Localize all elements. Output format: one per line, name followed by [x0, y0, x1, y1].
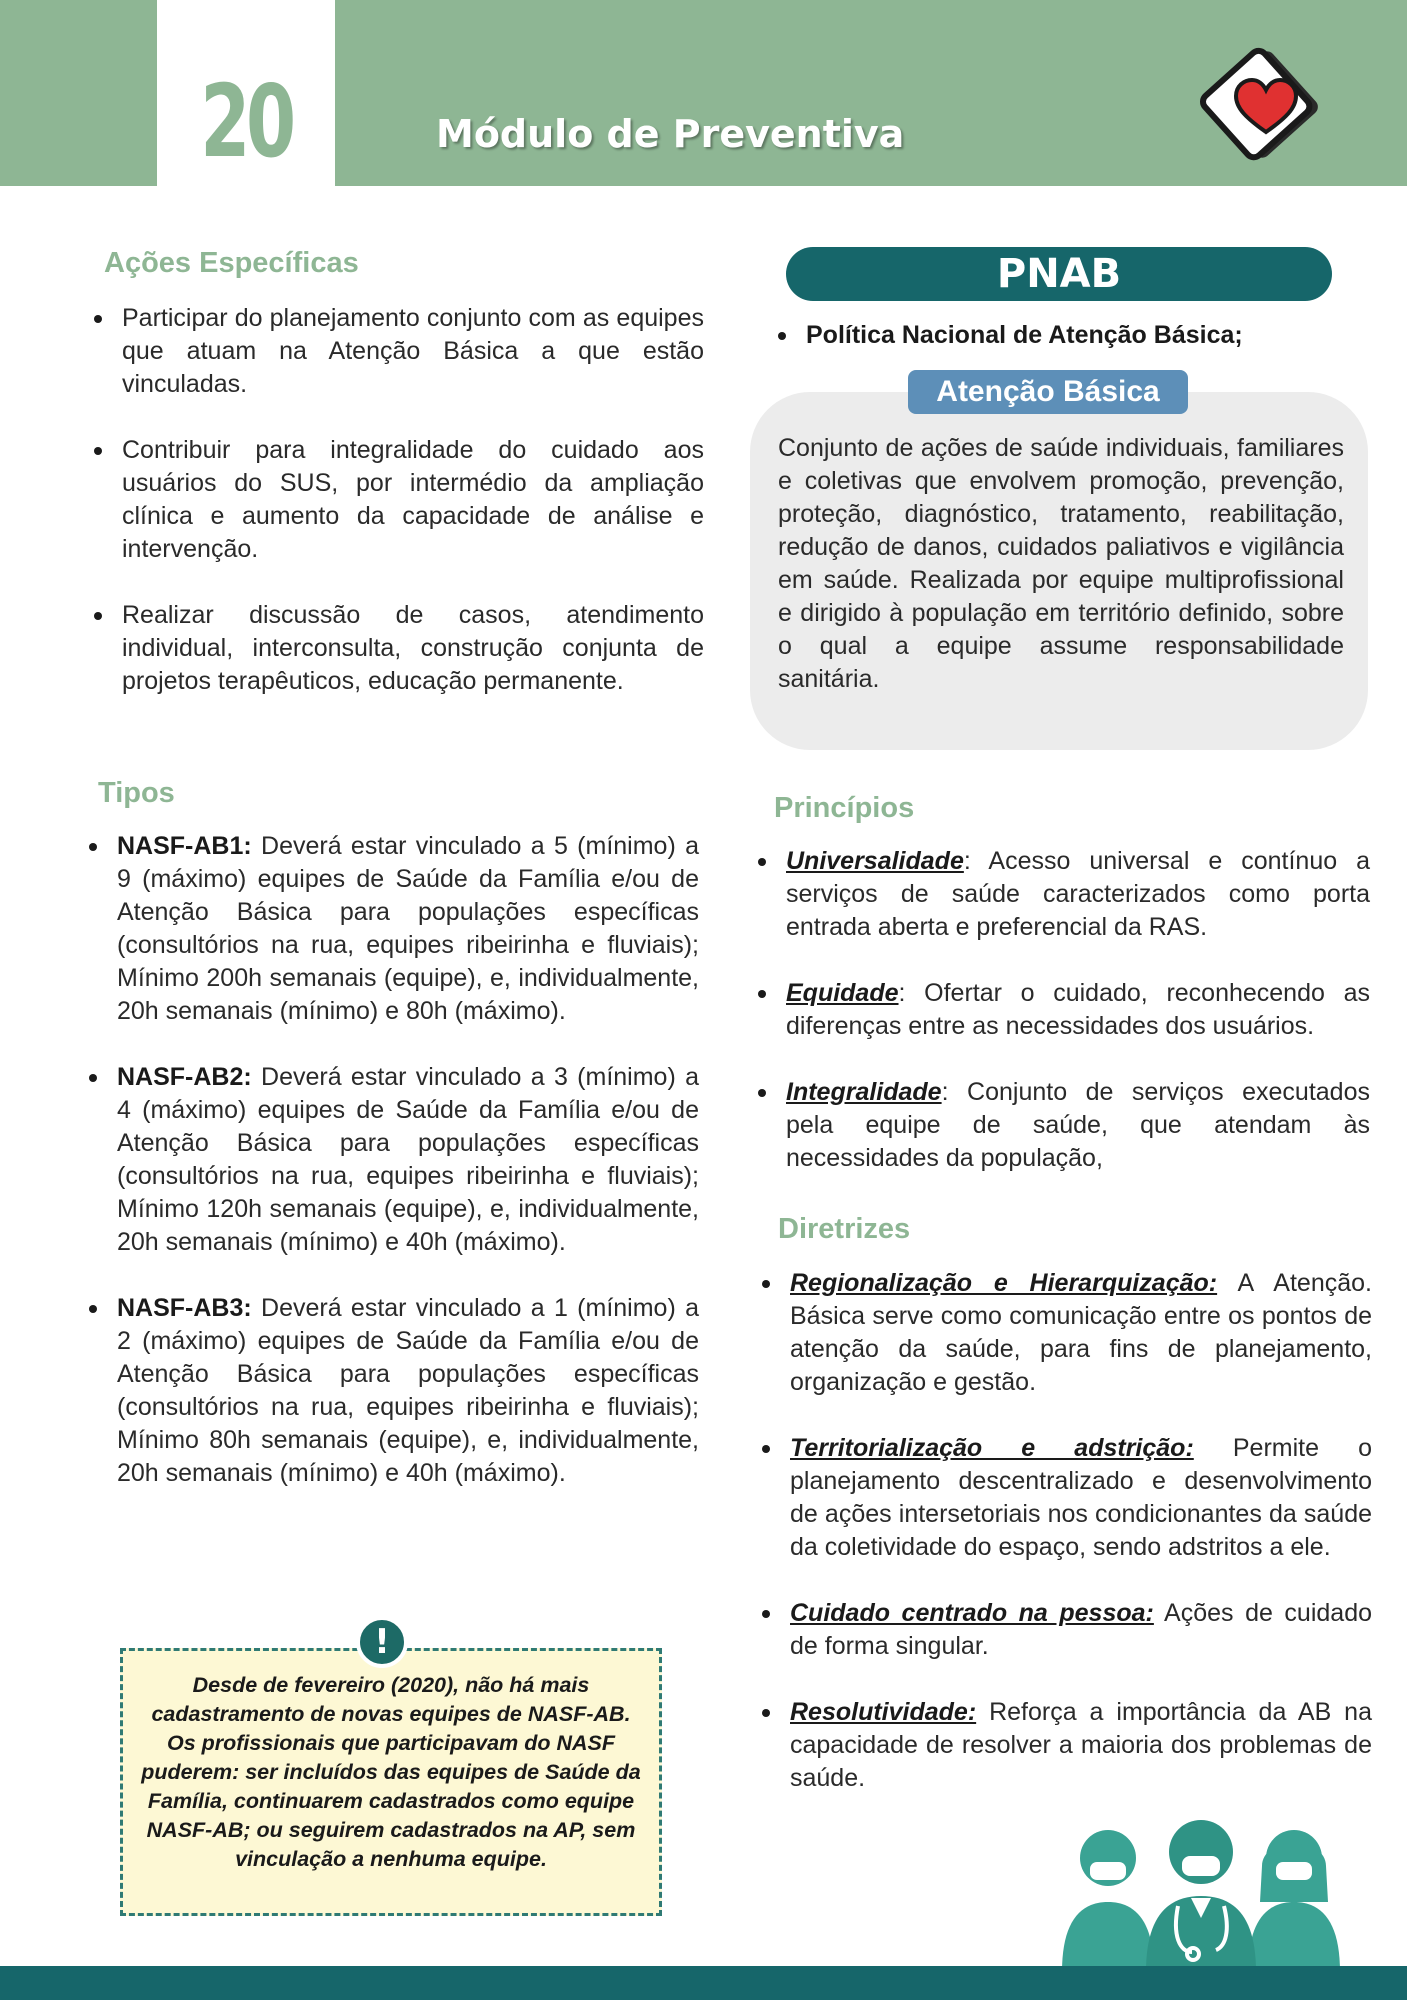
resolutividade-text: Reforça a importância da AB na capacidade de resolver a maioria dos problemas de saúde. — [790, 1698, 1372, 1792]
pnab-list — [776, 319, 1376, 352]
list-item: Participar do planejamento conjunto com as equipes que atuam na Atenção Básica a que estão vinculadas. — [92, 302, 704, 401]
diretrizes-list — [760, 1267, 1372, 1795]
list-item — [87, 830, 699, 1028]
list-item — [760, 1267, 1372, 1399]
list-item — [756, 977, 1370, 1043]
integralidade-term: Integralidade — [786, 1078, 942, 1106]
list-item — [756, 845, 1370, 944]
alert-text: Desde de fevereiro (2020), não há mais cadastramento de novas equipes de NASF-AB. Os profissionais que participavam do NASF puderem: ser incluídos das equipes de Saúde da Família, continuarem cadastrados como equipe NASF-AB; ou seguirem cadastrados na AP, sem vinculação a nenhuma equipe. — [141, 1673, 641, 1871]
nasf-ab1-label: NASF-AB1: — [117, 832, 252, 860]
list-item — [756, 1076, 1370, 1175]
principios-heading: Princípios — [774, 792, 915, 824]
diretrizes-heading: Diretrizes — [778, 1213, 911, 1245]
list-item — [87, 1061, 699, 1259]
list-item — [87, 1292, 699, 1490]
module-title: Módulo de Preventiva — [436, 112, 905, 156]
list-item: Realizar discussão de casos, atendimento individual, interconsulta, construção conjunta de projetos terapêuticos, educação permanente. — [92, 599, 704, 698]
atencao-basica-badge: Atenção Básica — [908, 370, 1188, 414]
nasf-ab2-label: NASF-AB2: — [117, 1063, 252, 1091]
pnab-title: PNAB — [786, 247, 1332, 301]
resolutividade-term: Resolutividade: — [790, 1698, 977, 1726]
tipos-heading: Tipos — [98, 777, 175, 809]
page-number: 20 — [200, 63, 292, 180]
universalidade-text: : Acesso universal e contínuo a serviços de saúde caracterizados como porta entrada aberta e preferencial da RAS. — [786, 847, 1370, 941]
list-item — [760, 1696, 1372, 1795]
regionalizacao-term: Regionalização e Hierarquização: — [790, 1269, 1218, 1297]
regionalizacao-text: A Atenção. Básica serve como comunicação entre os pontos de atenção da saúde, para fins de planejamento, organização e gestão. — [790, 1269, 1372, 1396]
acoes-list — [92, 302, 704, 698]
integralidade-text: : Conjunto de serviços executados pela equipe de saúde, que atendam às necessidades da população, — [786, 1078, 1370, 1172]
pnab-bullet-text: Política Nacional de Atenção Básica; — [806, 321, 1243, 349]
cuidado-centrado-text: Ações de cuidado de forma singular. — [790, 1599, 1373, 1660]
alert-box — [120, 1648, 662, 1916]
universalidade-term: Universalidade — [786, 847, 964, 875]
nasf-ab1-text: Deverá estar vinculado a 5 (mínimo) a 9 (máximo) equipes de Saúde da Família e/ou de Atenção Básica para populações específicas (consultórios na rua, equipes ribeirinha e fluviais); Mínimo 200h semanais (equipe), e, individualmente, 20h semanais (mínimo) e 80h (máximo). — [117, 832, 699, 1025]
list-item — [760, 1597, 1372, 1663]
list-item: Contribuir para integralidade do cuidado aos usuários do SUS, por intermédio da ampliação clínica e aumento da capacidade de análise e intervenção. — [92, 434, 704, 566]
list-item — [760, 1432, 1372, 1564]
territorializacao-text: Permite o planejamento descentralizado e desenvolvimento de ações intersetoriais nos condicionantes da saúde da coletividade do espaço, sendo adstritos a ele. — [790, 1434, 1372, 1561]
doctors-illustration — [1056, 1806, 1346, 1972]
alert-exclamation-icon: ! — [356, 1616, 408, 1668]
acoes-especificas-heading: Ações Específicas — [104, 247, 359, 279]
nasf-ab3-label: NASF-AB3: — [117, 1294, 252, 1322]
footer-band — [0, 1966, 1407, 2000]
territorializacao-term: Territorialização e adstrição: — [790, 1434, 1194, 1462]
principios-list — [756, 845, 1370, 1175]
list-item — [776, 319, 1376, 352]
tipos-list — [87, 830, 699, 1490]
equidade-text: : Ofertar o cuidado, reconhecendo as diferenças entre as necessidades dos usuários. — [786, 979, 1370, 1040]
atencao-basica-text: Conjunto de ações de saúde individuais, familiares e coletivas que envolvem promoção, prevenção, proteção, diagnóstico, tratamento, reabilitação, redução de danos, cuidados paliativos e vigilância em saúde. Realizada por equipe multiprofissional e dirigido à população em território definido, sobre o qual a equipe assume responsabilidade sanitária. — [778, 434, 1344, 693]
equidade-term: Equidade — [786, 979, 899, 1007]
heart-note-icon — [1196, 40, 1336, 170]
nasf-ab2-text: Deverá estar vinculado a 3 (mínimo) a 4 (máximo) equipes de Saúde da Família e/ou de Atenção Básica para populações específicas (consultórios na rua, equipes ribeirinha e fluviais); Mínimo 120h semanais (equipe), e, individualmente, 20h semanais (mínimo) e 40h (máximo). — [117, 1063, 699, 1256]
cuidado-centrado-term: Cuidado centrado na pessoa: — [790, 1599, 1154, 1627]
nasf-ab3-text: Deverá estar vinculado a 1 (mínimo) a 2 (máximo) equipes de Saúde da Família e/ou de Atenção Básica para populações específicas (consultórios na rua, equipes ribeirinha e fluviais); Mínimo 80h semanais (equipe), e, individualmente, 20h semanais (mínimo) e 40h (máximo). — [117, 1294, 699, 1487]
